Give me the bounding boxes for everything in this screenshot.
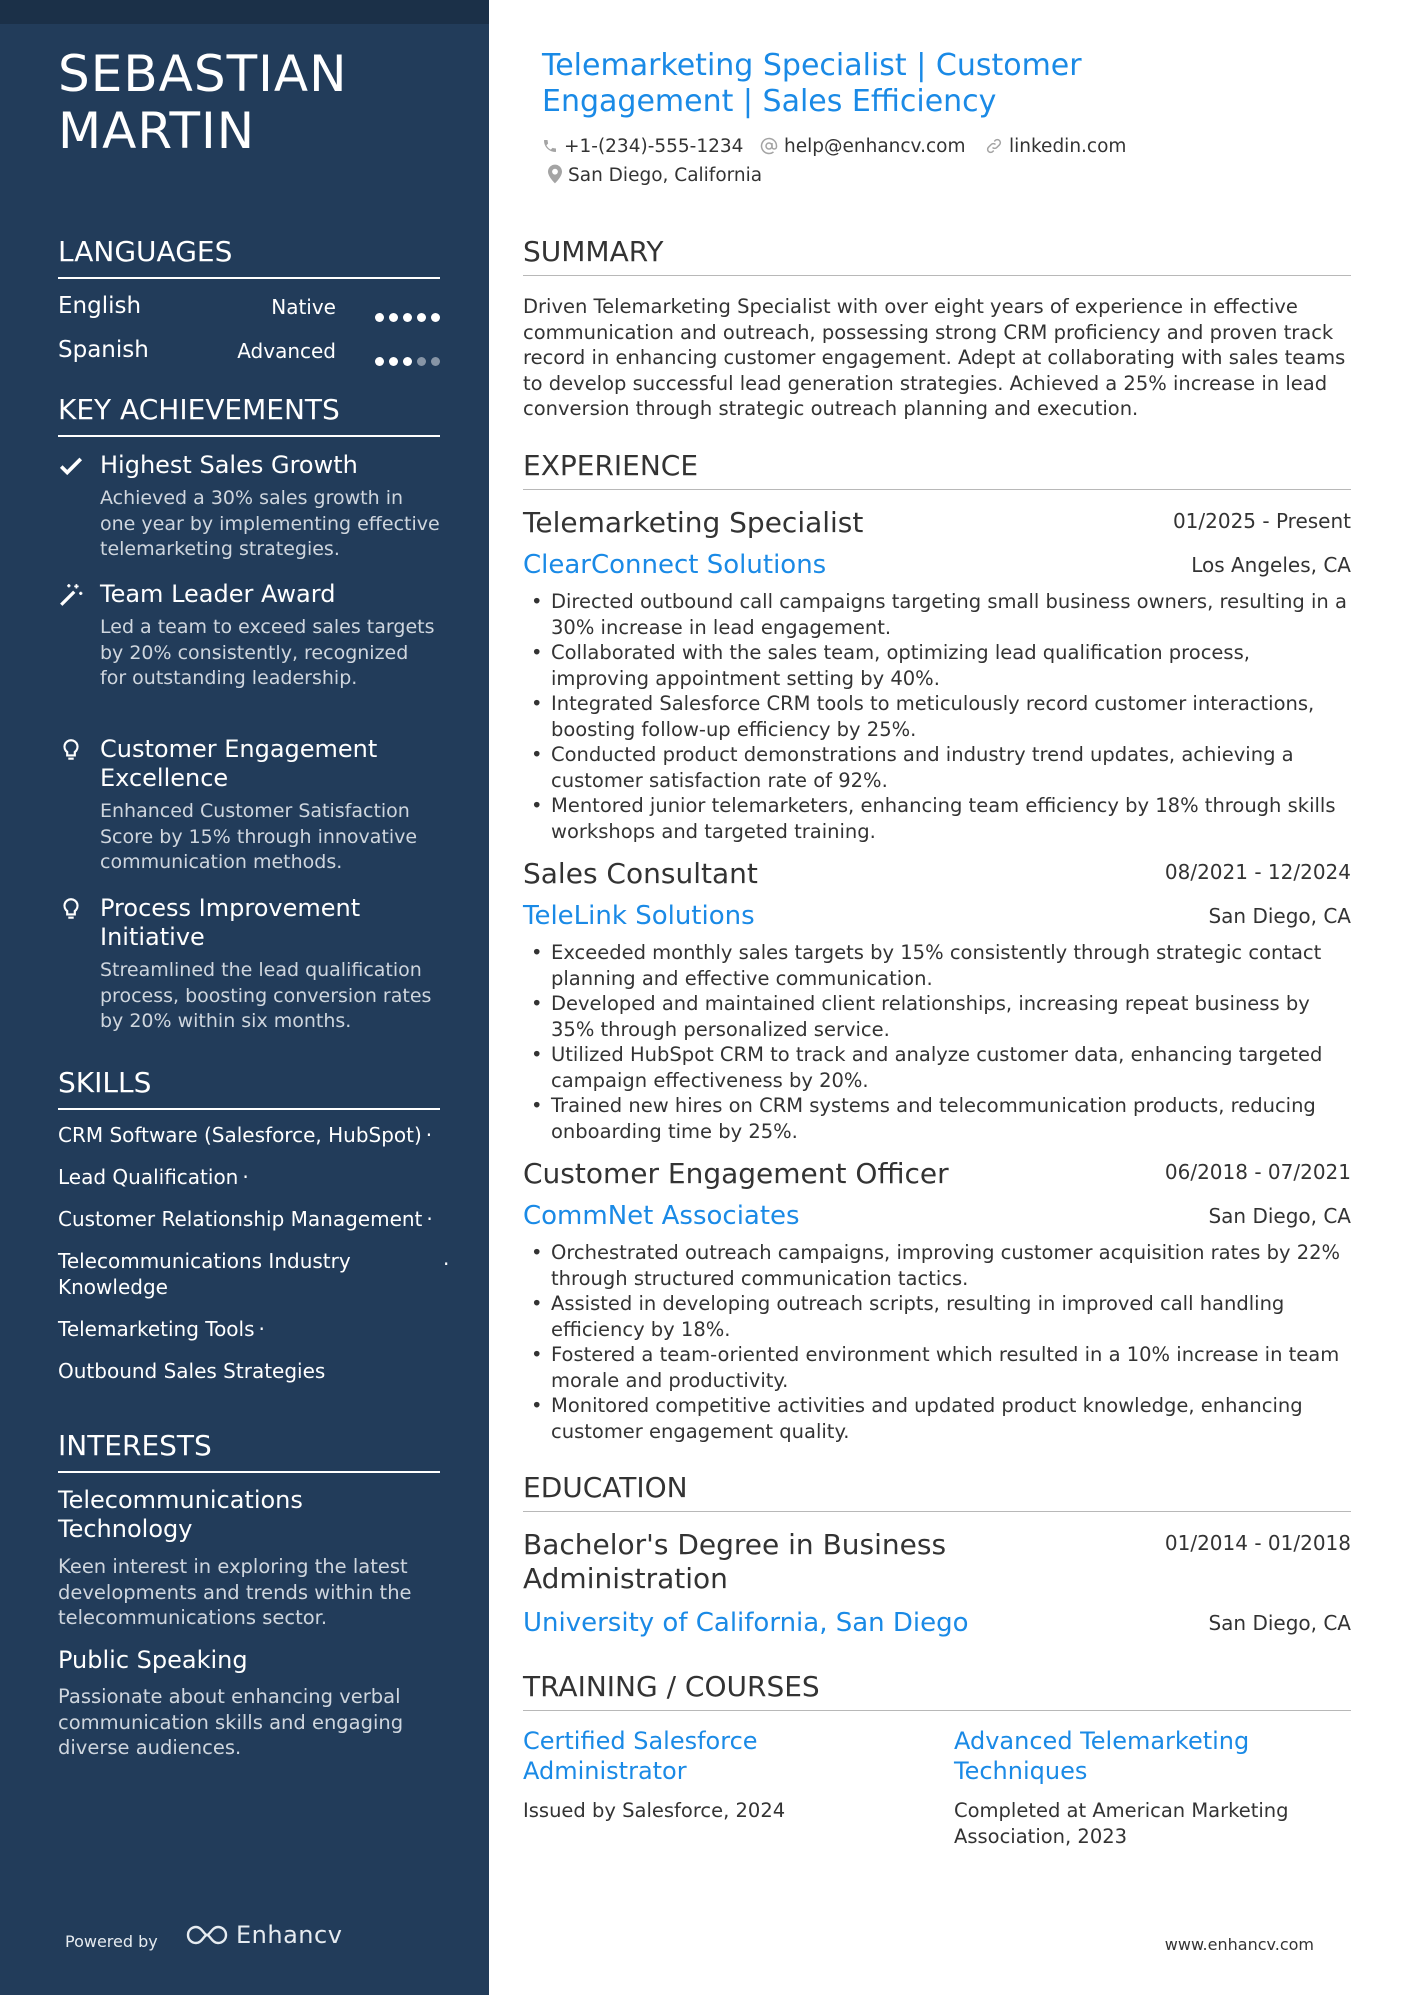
link-icon: [985, 137, 1003, 155]
language-name: Spanish: [58, 337, 149, 363]
rating-dot: [403, 313, 412, 322]
job-company: CommNet Associates: [523, 1201, 800, 1231]
training-title: TRAINING / COURSES: [523, 1670, 1351, 1711]
interests-title: INTERESTS: [58, 1429, 440, 1473]
rating-dot: [417, 313, 426, 322]
summary-title: SUMMARY: [523, 235, 1351, 276]
job-location: San Diego, CA: [1208, 904, 1351, 928]
job-title: Sales Consultant: [523, 857, 758, 890]
list-item: • Directed outbound call campaigns targeting small business owners, resulting in a 30% increase in lead engagement.: [523, 589, 1351, 640]
job-dates: 08/2021 - 12/2024: [1164, 860, 1351, 884]
linkedin-text: linkedin.com: [1009, 136, 1127, 157]
achievement-item: [58, 735, 440, 876]
experience-title: EXPERIENCE: [523, 449, 1351, 490]
contact-linkedin[interactable]: [985, 136, 1126, 157]
language-level: Advanced: [237, 339, 336, 363]
sidebar-top-bar: [0, 0, 489, 24]
lightbulb-icon: [58, 737, 84, 763]
job-location: San Diego, CA: [1208, 1204, 1351, 1228]
location-pin-icon: [548, 164, 562, 184]
job-company: TeleLink Solutions: [523, 901, 755, 931]
lightbulb-icon: [58, 896, 84, 922]
interest-desc: Keen interest in exploring the latest developments and trends within the telecommunications sector.: [58, 1555, 412, 1629]
language-rating: [370, 302, 440, 328]
job-bullets: [523, 589, 1351, 844]
magic-wand-icon: [58, 582, 84, 608]
course-desc: Completed at American Marketing Association, 2023: [954, 1799, 1289, 1848]
list-item: • Conducted product demonstrations and industry trend updates, achieving a customer satisfaction rate of 92%.: [523, 742, 1351, 793]
course-desc: Issued by Salesforce, 2024: [523, 1799, 786, 1822]
skills-title: SKILLS: [58, 1066, 440, 1110]
skill-separator: ·: [242, 1165, 249, 1189]
skill-item: [58, 1164, 440, 1190]
job-dates: 06/2018 - 07/2021: [1164, 1160, 1351, 1184]
skill-separator: ·: [426, 1207, 433, 1231]
job-dates: 01/2025 - Present: [1172, 509, 1351, 533]
language-rating: [370, 346, 440, 372]
language-row: [58, 337, 440, 369]
achievement-desc: Streamlined the lead qualification process, boosting conversion rates by 20% within six months.: [100, 959, 432, 1032]
skill-item: [58, 1122, 440, 1148]
list-item: • Collaborated with the sales team, optimizing lead qualification process, improving appointment setting by 40%.: [523, 640, 1351, 691]
summary-text: Driven Telemarketing Specialist with over eight years of experience in effective communication and outreach, possessing strong CRM proficiency and proven track record in enhancing customer engagement. Adept at collaborating with sales teams to develop successful lead generation strategies. Achieved a 25% increase in lead conversion through strategic outreach planning and execution.: [523, 295, 1346, 420]
language-row: [58, 293, 440, 325]
rating-dot: [417, 357, 426, 366]
skill-item: [58, 1248, 450, 1300]
enhancv-logo-icon: [184, 1923, 230, 1947]
rating-dot: [431, 357, 440, 366]
job-location: Los Angeles, CA: [1191, 553, 1351, 577]
footer-url[interactable]: www.enhancv.com: [1164, 1935, 1314, 1954]
achievement-desc: Enhanced Customer Satisfaction Score by 15% through innovative communication methods.: [100, 800, 418, 873]
job-company: ClearConnect Solutions: [523, 550, 827, 580]
brand-name: Enhancv: [236, 1921, 343, 1949]
job-title: Customer Engagement Officer: [523, 1157, 949, 1190]
achievements-title: KEY ACHIEVEMENTS: [58, 393, 440, 437]
language-level: Native: [271, 295, 336, 319]
skill-item: [58, 1206, 440, 1232]
school-location: San Diego, CA: [1208, 1611, 1351, 1635]
list-item: • Developed and maintained client relationships, increasing repeat business by 35% through personalized service.: [523, 991, 1351, 1042]
achievement-title: Team Leader Award: [100, 580, 336, 608]
degree-title: Bachelor's Degree in Business Administration: [523, 1528, 947, 1595]
check-icon: [58, 453, 84, 479]
location-text: San Diego, California: [568, 165, 763, 186]
candidate-name: SEBASTIAN MARTIN: [58, 45, 348, 160]
list-item: • Integrated Salesforce CRM tools to meticulously record customer interactions, boosting follow-up efficiency by 25%.: [523, 691, 1351, 742]
list-item: • Assisted in developing outreach scripts, resulting in improved call handling efficiency by 18%.: [523, 1291, 1351, 1342]
skill-label: CRM Software (Salesforce, HubSpot): [58, 1123, 422, 1147]
phone-icon: [542, 137, 558, 155]
list-item: • Trained new hires on CRM systems and telecommunication products, reducing onboarding time by 25%.: [523, 1093, 1351, 1144]
language-name: English: [58, 293, 142, 319]
rating-dot: [375, 313, 384, 322]
skill-label: Lead Qualification: [58, 1165, 239, 1189]
at-icon: [760, 137, 778, 155]
achievement-desc: Led a team to exceed sales targets by 20% consistently, recognized for outstanding leadership.: [100, 616, 435, 689]
job-bullets: [523, 1240, 1351, 1444]
brand-logo[interactable]: [184, 1921, 342, 1955]
course-title: Certified Salesforce Administrator: [523, 1727, 758, 1785]
headline: Telemarketing Specialist | Customer Engagement | Sales Efficiency: [542, 48, 1082, 119]
rating-dot: [403, 357, 412, 366]
interest-desc: Passionate about enhancing verbal communication skills and engaging diverse audiences.: [58, 1685, 404, 1759]
list-item: • Utilized HubSpot CRM to track and analyze customer data, enhancing targeted campaign effectiveness by 20%.: [523, 1042, 1351, 1093]
achievement-item: [58, 451, 440, 563]
rating-dot: [375, 357, 384, 366]
achievement-item: [58, 580, 440, 692]
skill-label: Telemarketing Tools: [58, 1317, 255, 1341]
skill-separator: ·: [443, 1252, 450, 1276]
sidebar: [0, 0, 489, 1995]
interest-title: Public Speaking: [58, 1646, 248, 1674]
job-bullets: [523, 940, 1351, 1144]
skill-label: Telecommunications Industry Knowledge: [58, 1249, 351, 1299]
achievement-item: [58, 894, 440, 1035]
list-item: • Exceeded monthly sales targets by 15% consistently through strategic contact planning and effective communication.: [523, 940, 1351, 991]
list-item: • Mentored junior telemarketers, enhancing team efficiency by 18% through skills workshops and targeted training.: [523, 793, 1351, 844]
skill-label: Customer Relationship Management: [58, 1207, 423, 1231]
course-title: Advanced Telemarketing Techniques: [954, 1727, 1250, 1785]
skill-item: [58, 1316, 440, 1342]
school-name: University of California, San Diego: [523, 1608, 969, 1638]
list-item: • Fostered a team-oriented environment which resulted in a 10% increase in team morale and productivity.: [523, 1342, 1351, 1393]
education-dates: 01/2014 - 01/2018: [1164, 1531, 1351, 1555]
rating-dot: [389, 357, 398, 366]
contact-email[interactable]: [760, 136, 965, 157]
phone-text: +1-(234)-555-1234: [564, 136, 744, 157]
skill-separator: ·: [258, 1317, 265, 1341]
achievement-title: Highest Sales Growth: [100, 451, 358, 479]
list-item: • Monitored competitive activities and updated product knowledge, enhancing customer engagement quality.: [523, 1393, 1351, 1444]
email-text: help@enhancv.com: [784, 136, 966, 157]
achievement-title: Customer Engagement Excellence: [100, 735, 378, 792]
achievement-title: Process Improvement Initiative: [100, 894, 361, 951]
rating-dot: [389, 313, 398, 322]
contact-location: [548, 164, 762, 186]
achievement-desc: Achieved a 30% sales growth in one year by implementing effective telemarketing strategies.: [100, 487, 440, 560]
powered-by-label: Powered by: [65, 1932, 158, 1951]
skill-separator: ·: [425, 1123, 433, 1147]
skill-item: [58, 1358, 440, 1384]
skill-label: Outbound Sales Strategies: [58, 1359, 326, 1383]
languages-title: LANGUAGES: [58, 235, 440, 279]
list-item: • Orchestrated outreach campaigns, improving customer acquisition rates by 22% through structured communication tactics.: [523, 1240, 1351, 1291]
job-title: Telemarketing Specialist: [523, 506, 864, 539]
interest-title: Telecommunications Technology: [58, 1486, 303, 1543]
contact-phone[interactable]: [542, 136, 743, 157]
rating-dot: [431, 313, 440, 322]
education-title: EDUCATION: [523, 1471, 1351, 1512]
